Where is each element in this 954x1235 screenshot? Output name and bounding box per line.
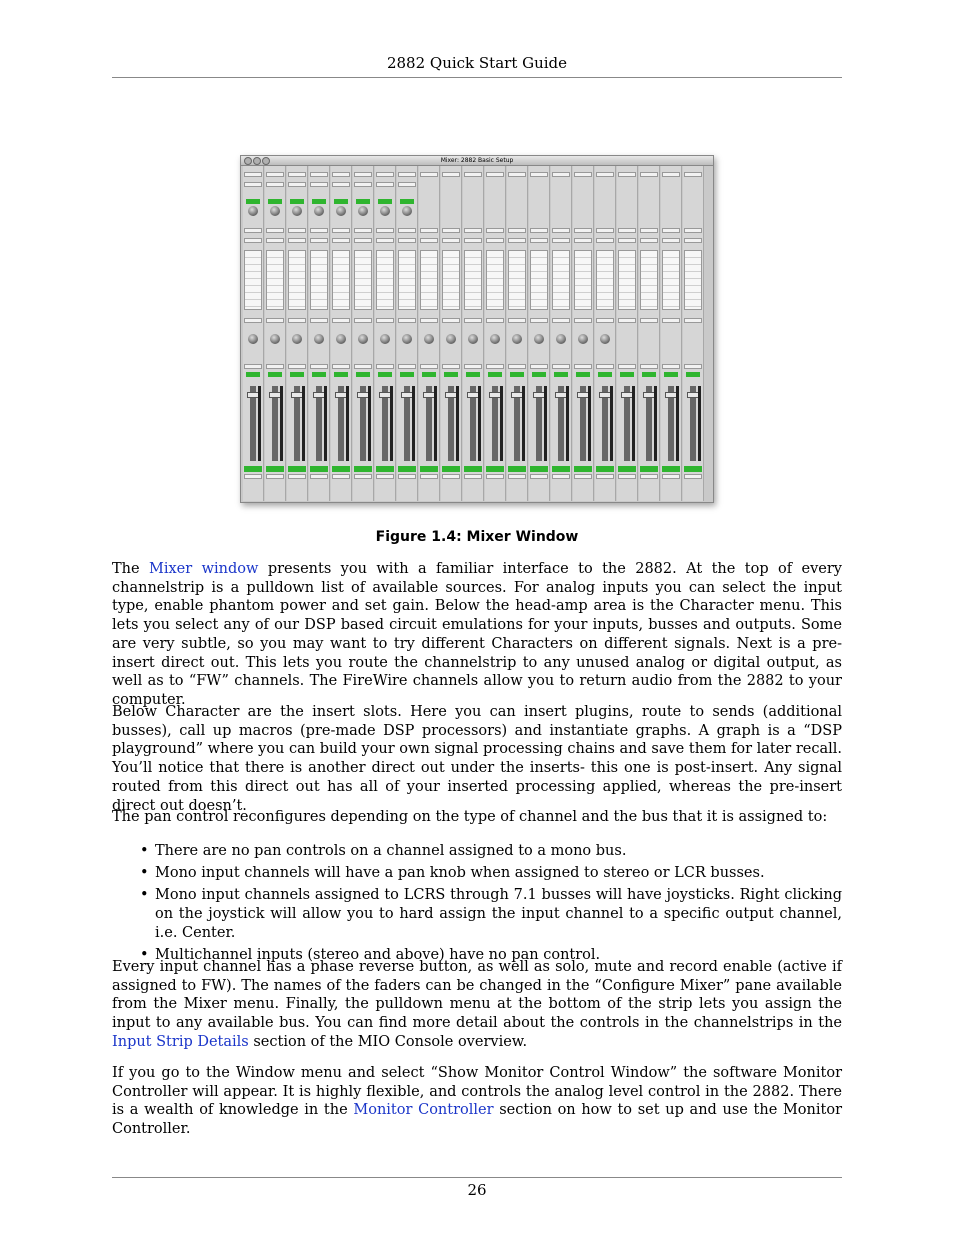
solo-mute-record — [596, 364, 614, 369]
paragraph-mixer-intro: The Mixer window presents you with a familiar interface to the 2882. At the top of every channelstrip is a pulldown list of available sources. For analog inputs you can select the input type, enable phantom power and set gain. Below the head-amp area is the Character menu. This lets you select any of our DSP based circuit emulations for your inputs, busses and outputs. Some are very subtle, so you may want to try different Characters on different signals. Next is a pre-insert direct out. This lets you route the channelstrip to any unused analog or digital output, as well as to “FW” channels. The FireWire channels allow you to return audio from the 2882 to your computer. — [112, 561, 842, 708]
channel-strip — [375, 166, 396, 501]
character-menu — [684, 228, 702, 233]
pan-knob — [380, 334, 390, 344]
pan-knob — [314, 334, 324, 344]
figure-caption: Figure 1.4: Mixer Window — [375, 529, 579, 545]
pre-direct-out — [618, 238, 636, 243]
pre-direct-out — [596, 238, 614, 243]
solo-mute-record — [420, 364, 438, 369]
gain-knob — [292, 206, 302, 216]
minimize-icon — [253, 157, 261, 165]
post-direct-out — [530, 318, 548, 323]
pan-knob — [534, 334, 544, 344]
channel-strip — [617, 166, 638, 501]
solo-mute-record — [288, 364, 306, 369]
channel-strip — [397, 166, 418, 501]
insert-slots — [464, 250, 482, 310]
level-meter — [456, 386, 459, 461]
level-meter — [632, 386, 635, 461]
solo-mute-record — [244, 364, 262, 369]
level-readout — [642, 372, 656, 377]
bus-menu — [574, 474, 592, 479]
paragraph-pan: The pan control reconfigures depending on the type of channel and the bus that it is assigned to: — [112, 809, 828, 825]
character-menu — [244, 228, 262, 233]
post-direct-out — [376, 318, 394, 323]
channel-strip — [551, 166, 572, 501]
pre-direct-out — [354, 238, 372, 243]
insert-slots — [530, 250, 548, 310]
gain-readout — [312, 199, 326, 204]
level-readout — [554, 372, 568, 377]
channel-strip — [463, 166, 484, 501]
bus-menu — [530, 474, 548, 479]
level-meter — [522, 386, 525, 461]
post-direct-out — [662, 318, 680, 323]
pre-direct-out — [266, 238, 284, 243]
running-header: 2882 Quick Start Guide — [386, 54, 568, 72]
bus-menu — [508, 474, 526, 479]
level-readout — [664, 372, 678, 377]
pre-direct-out — [486, 238, 504, 243]
channel-strip — [265, 166, 286, 501]
input-type-menu — [244, 182, 262, 187]
source-menu — [662, 172, 680, 177]
channel-strip — [309, 166, 330, 501]
source-menu — [376, 172, 394, 177]
bus-menu — [288, 474, 306, 479]
gain-readout — [246, 199, 260, 204]
gain-readout — [378, 199, 392, 204]
pan-knob — [490, 334, 500, 344]
level-meter — [544, 386, 547, 461]
insert-slots — [618, 250, 636, 310]
bus-menu — [354, 474, 372, 479]
input-type-menu — [354, 182, 372, 187]
bus-menu — [684, 474, 702, 479]
source-menu — [310, 172, 328, 177]
pre-direct-out — [552, 238, 570, 243]
input-type-menu — [266, 182, 284, 187]
level-readout — [312, 372, 326, 377]
level-readout — [510, 372, 524, 377]
channel-name — [266, 466, 284, 472]
pan-bullet-list — [140, 842, 842, 968]
post-direct-out — [486, 318, 504, 323]
source-menu — [266, 172, 284, 177]
close-icon — [244, 157, 252, 165]
paragraph-monitor-controller: If you go to the Window menu and select “Show Monitor Control Window” the software Monitor Controller will appear. It is highly flexible, and controls the analog level control in the 2882. There is a wealth of knowledge in the Monitor Controller section on how to set up and use the Monitor Controller. — [112, 1065, 842, 1138]
source-menu — [530, 172, 548, 177]
bus-menu — [310, 474, 328, 479]
pan-knob — [358, 334, 368, 344]
channel-name — [552, 466, 570, 472]
pre-direct-out — [508, 238, 526, 243]
source-menu — [552, 172, 570, 177]
pre-direct-out — [530, 238, 548, 243]
bus-menu — [662, 474, 680, 479]
solo-mute-record — [332, 364, 350, 369]
input-type-menu — [332, 182, 350, 187]
solo-mute-record — [662, 364, 680, 369]
character-menu — [596, 228, 614, 233]
level-meter — [654, 386, 657, 461]
source-menu — [640, 172, 658, 177]
character-menu — [640, 228, 658, 233]
page-number: 26 — [467, 1181, 487, 1199]
level-meter — [280, 386, 283, 461]
input-type-menu — [376, 182, 394, 187]
pre-direct-out — [288, 238, 306, 243]
solo-mute-record — [640, 364, 658, 369]
channel-strip — [529, 166, 550, 501]
pan-knob — [578, 334, 588, 344]
character-menu — [288, 228, 306, 233]
source-menu — [288, 172, 306, 177]
level-meter — [588, 386, 591, 461]
list-item: • Mono input channels assigned to LCRS through 7.1 busses will have joysticks. Right clicking on the joystick will allow you to hard assign the input channel to a specific output channel, i.e. Center. — [140, 886, 842, 942]
post-direct-out — [596, 318, 614, 323]
pre-direct-out — [464, 238, 482, 243]
channel-name — [442, 466, 460, 472]
level-meter — [434, 386, 437, 461]
pre-direct-out — [574, 238, 592, 243]
character-menu — [310, 228, 328, 233]
insert-slots — [442, 250, 460, 310]
insert-slots — [288, 250, 306, 310]
pan-knob — [424, 334, 434, 344]
bus-menu — [618, 474, 636, 479]
source-menu — [464, 172, 482, 177]
solo-mute-record — [486, 364, 504, 369]
character-menu — [266, 228, 284, 233]
post-direct-out — [684, 318, 702, 323]
level-readout — [334, 372, 348, 377]
insert-slots — [376, 250, 394, 310]
pre-direct-out — [662, 238, 680, 243]
level-readout — [576, 372, 590, 377]
character-menu — [442, 228, 460, 233]
post-direct-out — [332, 318, 350, 323]
channel-name — [530, 466, 548, 472]
pan-knob — [512, 334, 522, 344]
insert-slots — [662, 250, 680, 310]
insert-slots — [420, 250, 438, 310]
pan-knob — [248, 334, 258, 344]
level-readout — [488, 372, 502, 377]
paragraph-inserts: Below Character are the insert slots. Here you can insert plugins, route to sends (additional busses), call up macros (pre-made DSP processors) and instantiate graphs. A graph is a “DSP playground” where you can build your own signal processing chains and save them for later recall. You’ll notice that there is another direct out under the inserts- this one is post-insert. Any signal routed from this direct out has all of your inserted processing applied, whereas the pre-insert direct out doesn’t. — [112, 704, 842, 814]
level-meter — [566, 386, 569, 461]
bus-menu — [420, 474, 438, 479]
character-menu — [574, 228, 592, 233]
source-menu — [244, 172, 262, 177]
level-readout — [686, 372, 700, 377]
gain-knob — [380, 206, 390, 216]
source-menu — [354, 172, 372, 177]
channel-name — [684, 466, 702, 472]
gain-readout — [334, 199, 348, 204]
level-meter — [478, 386, 481, 461]
post-direct-out — [244, 318, 262, 323]
channel-strip — [573, 166, 594, 501]
channel-name — [596, 466, 614, 472]
gain-knob — [270, 206, 280, 216]
character-menu — [420, 228, 438, 233]
bus-menu — [464, 474, 482, 479]
post-direct-out — [552, 318, 570, 323]
bus-menu — [376, 474, 394, 479]
solo-mute-record — [684, 364, 702, 369]
channel-name — [640, 466, 658, 472]
source-menu — [420, 172, 438, 177]
input-type-menu — [310, 182, 328, 187]
bus-menu — [266, 474, 284, 479]
insert-slots — [354, 250, 372, 310]
level-meter — [390, 386, 393, 461]
insert-slots — [310, 250, 328, 310]
solo-mute-record — [552, 364, 570, 369]
post-direct-out — [354, 318, 372, 323]
channel-strip — [595, 166, 616, 501]
pan-knob — [292, 334, 302, 344]
level-meter — [610, 386, 613, 461]
channel-name — [618, 466, 636, 472]
solo-mute-record — [376, 364, 394, 369]
pre-direct-out — [376, 238, 394, 243]
level-meter — [258, 386, 261, 461]
source-menu — [398, 172, 416, 177]
channel-name — [398, 466, 416, 472]
pre-direct-out — [244, 238, 262, 243]
monitor-controller-link[interactable]: Monitor Controller — [353, 1102, 494, 1119]
solo-mute-record — [266, 364, 284, 369]
character-menu — [354, 228, 372, 233]
channel-strip — [353, 166, 374, 501]
pre-direct-out — [640, 238, 658, 243]
source-menu — [486, 172, 504, 177]
solo-mute-record — [530, 364, 548, 369]
input-type-menu — [398, 182, 416, 187]
pan-knob — [468, 334, 478, 344]
level-readout — [246, 372, 260, 377]
bus-menu — [552, 474, 570, 479]
channel-name — [376, 466, 394, 472]
post-direct-out — [310, 318, 328, 323]
insert-slots — [244, 250, 262, 310]
pan-knob — [600, 334, 610, 344]
insert-slots — [640, 250, 658, 310]
source-menu — [508, 172, 526, 177]
pre-direct-out — [684, 238, 702, 243]
post-direct-out — [574, 318, 592, 323]
level-meter — [346, 386, 349, 461]
source-menu — [618, 172, 636, 177]
bus-menu — [596, 474, 614, 479]
solo-mute-record — [354, 364, 372, 369]
solo-mute-record — [398, 364, 416, 369]
character-menu — [530, 228, 548, 233]
level-readout — [356, 372, 370, 377]
character-menu — [376, 228, 394, 233]
gain-knob — [314, 206, 324, 216]
gain-readout — [268, 199, 282, 204]
level-readout — [598, 372, 612, 377]
channel-name — [508, 466, 526, 472]
zoom-icon — [262, 157, 270, 165]
level-readout — [400, 372, 414, 377]
channel-strip — [419, 166, 440, 501]
level-meter — [302, 386, 305, 461]
character-menu — [552, 228, 570, 233]
insert-slots — [574, 250, 592, 310]
level-meter — [368, 386, 371, 461]
list-item: • There are no pan controls on a channel assigned to a mono bus. — [140, 842, 842, 861]
pan-knob — [270, 334, 280, 344]
gain-knob — [336, 206, 346, 216]
post-direct-out — [266, 318, 284, 323]
source-menu — [442, 172, 460, 177]
solo-mute-record — [464, 364, 482, 369]
paragraph-channel-controls: Every input channel has a phase reverse button, as well as solo, mute and record enable (active if assigned to FW). The names of the faders can be changed in the “Configure Mixer” pane available from the Mixer menu. Finally, the pulldown menu at the bottom of the strip lets you assign the input to any available bus. You can find more detail about the controls in the channelstrips in the Input Strip Details section of the MIO Console overview. — [112, 959, 842, 1050]
gain-knob — [402, 206, 412, 216]
post-direct-out — [640, 318, 658, 323]
bus-menu — [398, 474, 416, 479]
insert-slots — [486, 250, 504, 310]
level-readout — [422, 372, 436, 377]
bus-menu — [486, 474, 504, 479]
input-strip-details-link[interactable]: Input Strip Details — [112, 1033, 249, 1050]
mixer-window-screenshot — [240, 155, 714, 503]
gain-knob — [358, 206, 368, 216]
post-direct-out — [464, 318, 482, 323]
bus-menu — [332, 474, 350, 479]
gain-readout — [290, 199, 304, 204]
channel-strip — [639, 166, 660, 501]
character-menu — [618, 228, 636, 233]
character-menu — [662, 228, 680, 233]
input-type-menu — [288, 182, 306, 187]
level-readout — [444, 372, 458, 377]
list-item: • Mono input channels will have a pan knob when assigned to stereo or LCR busses. — [140, 864, 842, 883]
channel-name — [574, 466, 592, 472]
channel-name — [662, 466, 680, 472]
mixer-titlebar — [241, 156, 713, 166]
gain-readout — [400, 199, 414, 204]
channel-name — [332, 466, 350, 472]
channel-name — [464, 466, 482, 472]
post-direct-out — [398, 318, 416, 323]
post-direct-out — [442, 318, 460, 323]
gain-knob — [248, 206, 258, 216]
mixer-window-title: Mixer: 2882 Basic Setup — [440, 157, 514, 164]
source-menu — [684, 172, 702, 177]
channel-name — [486, 466, 504, 472]
pan-knob — [336, 334, 346, 344]
channel-strip — [485, 166, 506, 501]
solo-mute-record — [618, 364, 636, 369]
channel-name — [310, 466, 328, 472]
solo-mute-record — [310, 364, 328, 369]
channel-strip — [331, 166, 352, 501]
solo-mute-record — [508, 364, 526, 369]
character-menu — [486, 228, 504, 233]
channel-strip — [287, 166, 308, 501]
list-item: • Multichannel inputs (stereo and above) have no pan control. — [140, 946, 842, 965]
pre-direct-out — [332, 238, 350, 243]
gain-readout — [356, 199, 370, 204]
insert-slots — [596, 250, 614, 310]
pan-knob — [556, 334, 566, 344]
channel-strip — [507, 166, 528, 501]
level-readout — [268, 372, 282, 377]
channel-strip — [243, 166, 264, 501]
level-readout — [620, 372, 634, 377]
pre-direct-out — [420, 238, 438, 243]
character-menu — [398, 228, 416, 233]
post-direct-out — [288, 318, 306, 323]
level-readout — [290, 372, 304, 377]
post-direct-out — [508, 318, 526, 323]
insert-slots — [332, 250, 350, 310]
level-meter — [676, 386, 679, 461]
source-menu — [596, 172, 614, 177]
insert-slots — [266, 250, 284, 310]
level-meter — [500, 386, 503, 461]
character-menu — [464, 228, 482, 233]
channel-name — [420, 466, 438, 472]
source-menu — [574, 172, 592, 177]
channel-strip — [441, 166, 462, 501]
level-meter — [698, 386, 701, 461]
pre-direct-out — [398, 238, 416, 243]
insert-slots — [684, 250, 702, 310]
insert-slots — [552, 250, 570, 310]
channel-name — [244, 466, 262, 472]
pan-knob — [446, 334, 456, 344]
character-menu — [332, 228, 350, 233]
header-rule — [112, 77, 842, 78]
character-menu — [508, 228, 526, 233]
post-direct-out — [618, 318, 636, 323]
footer-rule — [112, 1177, 842, 1178]
post-direct-out — [420, 318, 438, 323]
bus-menu — [442, 474, 460, 479]
level-readout — [378, 372, 392, 377]
solo-mute-record — [574, 364, 592, 369]
channel-strip — [683, 166, 704, 501]
level-readout — [466, 372, 480, 377]
channel-strip — [661, 166, 682, 501]
level-meter — [412, 386, 415, 461]
channel-name — [354, 466, 372, 472]
mixer-window-link[interactable]: Mixer window — [149, 561, 259, 577]
source-menu — [332, 172, 350, 177]
insert-slots — [508, 250, 526, 310]
pre-direct-out — [310, 238, 328, 243]
channel-name — [288, 466, 306, 472]
level-readout — [532, 372, 546, 377]
level-meter — [324, 386, 327, 461]
bus-menu — [244, 474, 262, 479]
solo-mute-record — [442, 364, 460, 369]
pre-direct-out — [442, 238, 460, 243]
pan-knob — [402, 334, 412, 344]
insert-slots — [398, 250, 416, 310]
bus-menu — [640, 474, 658, 479]
